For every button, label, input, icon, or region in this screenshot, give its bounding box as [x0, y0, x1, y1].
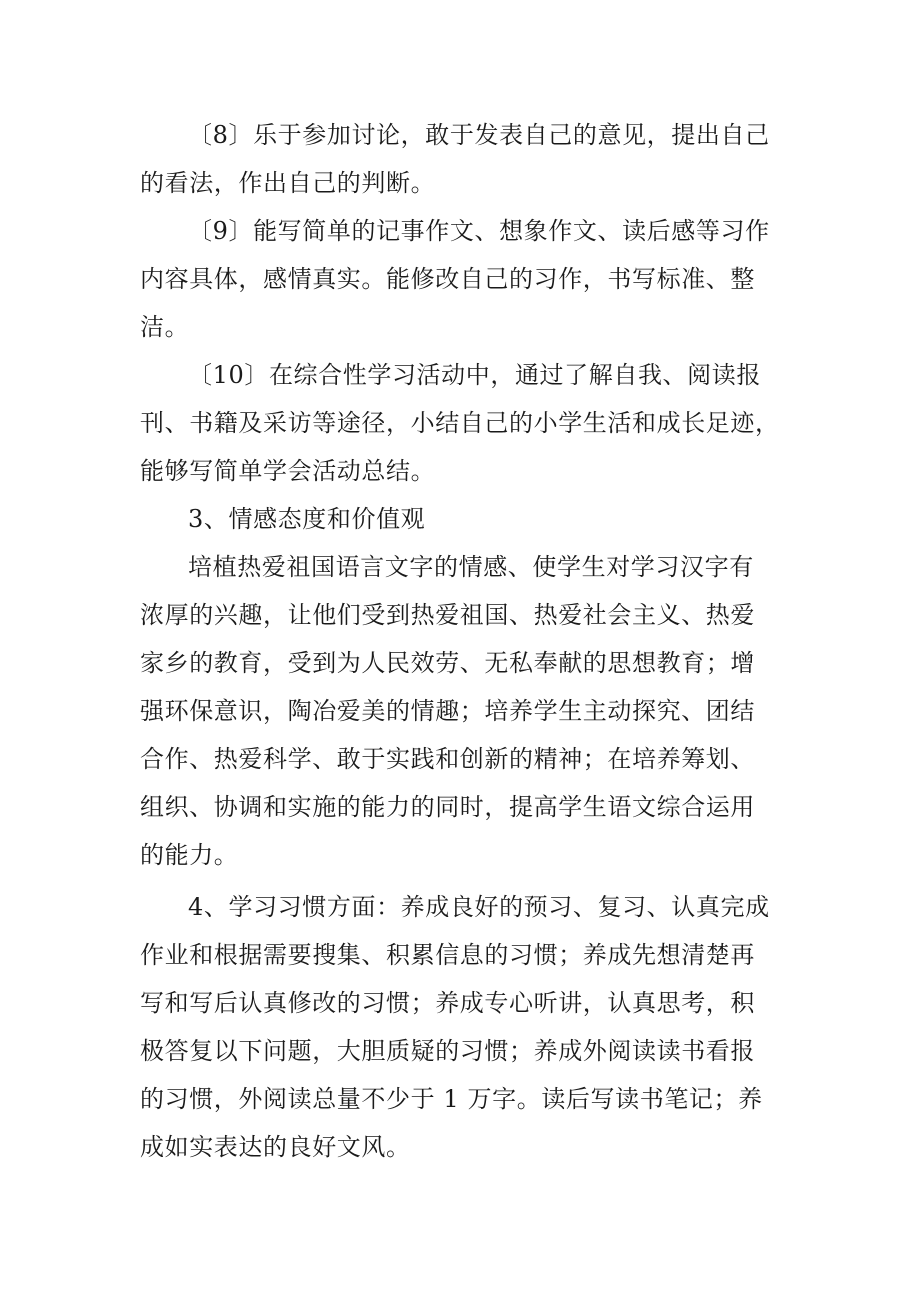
paragraph-line: 家乡的教育，受到为人民效劳、无私奉献的思想教育；增	[140, 649, 755, 677]
paragraph-line: 洁。	[140, 313, 190, 341]
paragraph-line: 组织、协调和实施的能力的同时，提高学生语文综合运用	[140, 793, 755, 821]
paragraph-line: 作业和根据需要搜集、积累信息的习惯；养成先想清楚再	[140, 941, 755, 969]
paragraph-line: 的能力。	[140, 841, 239, 869]
paragraph-line: 〔10〕在综合性学习活动中，通过了解自我、阅读报	[188, 361, 761, 389]
section-heading: 3、情感态度和价值观	[188, 505, 426, 533]
paragraph-line: 刊、书籍及采访等途径，小结自己的小学生活和成长足迹，	[140, 409, 780, 437]
paragraph-line: 合作、热爱科学、敢于实践和创新的精神；在培养筹划、	[140, 745, 755, 773]
paragraph-line: 能够写简单学会活动总结。	[140, 457, 436, 485]
paragraph-line: 成如实表达的良好文风。	[140, 1133, 411, 1161]
paragraph-line: 的习惯，外阅读总量不少于 1 万字。读后写读书笔记；养	[140, 1085, 763, 1113]
paragraph-line: 的看法，作出自己的判断。	[140, 169, 436, 197]
paragraph-line: 〔9〕能写简单的记事作文、想象作文、读后感等习作	[188, 217, 770, 245]
paragraph-line: 强环保意识，陶冶爱美的情趣；培养学生主动探究、团结	[140, 697, 755, 725]
paragraph-line: 极答复以下问题，大胆质疑的习惯；养成外阅读读书看报	[140, 1037, 755, 1065]
paragraph-line: 浓厚的兴趣，让他们受到热爱祖国、热爱社会主义、热爱	[140, 601, 755, 629]
paragraph-line: 写和写后认真修改的习惯；养成专心听讲，认真思考，积	[140, 989, 755, 1017]
paragraph-line: 〔8〕乐于参加讨论，敢于发表自己的意见，提出自己	[188, 121, 770, 149]
paragraph-line: 4、学习习惯方面：养成良好的预习、复习、认真完成	[188, 893, 770, 921]
paragraph-line: 培植热爱祖国语言文字的情感、使学生对学习汉字有	[188, 553, 754, 581]
paragraph-line: 内容具体，感情真实。能修改自己的习作，书写标准、整	[140, 265, 755, 293]
